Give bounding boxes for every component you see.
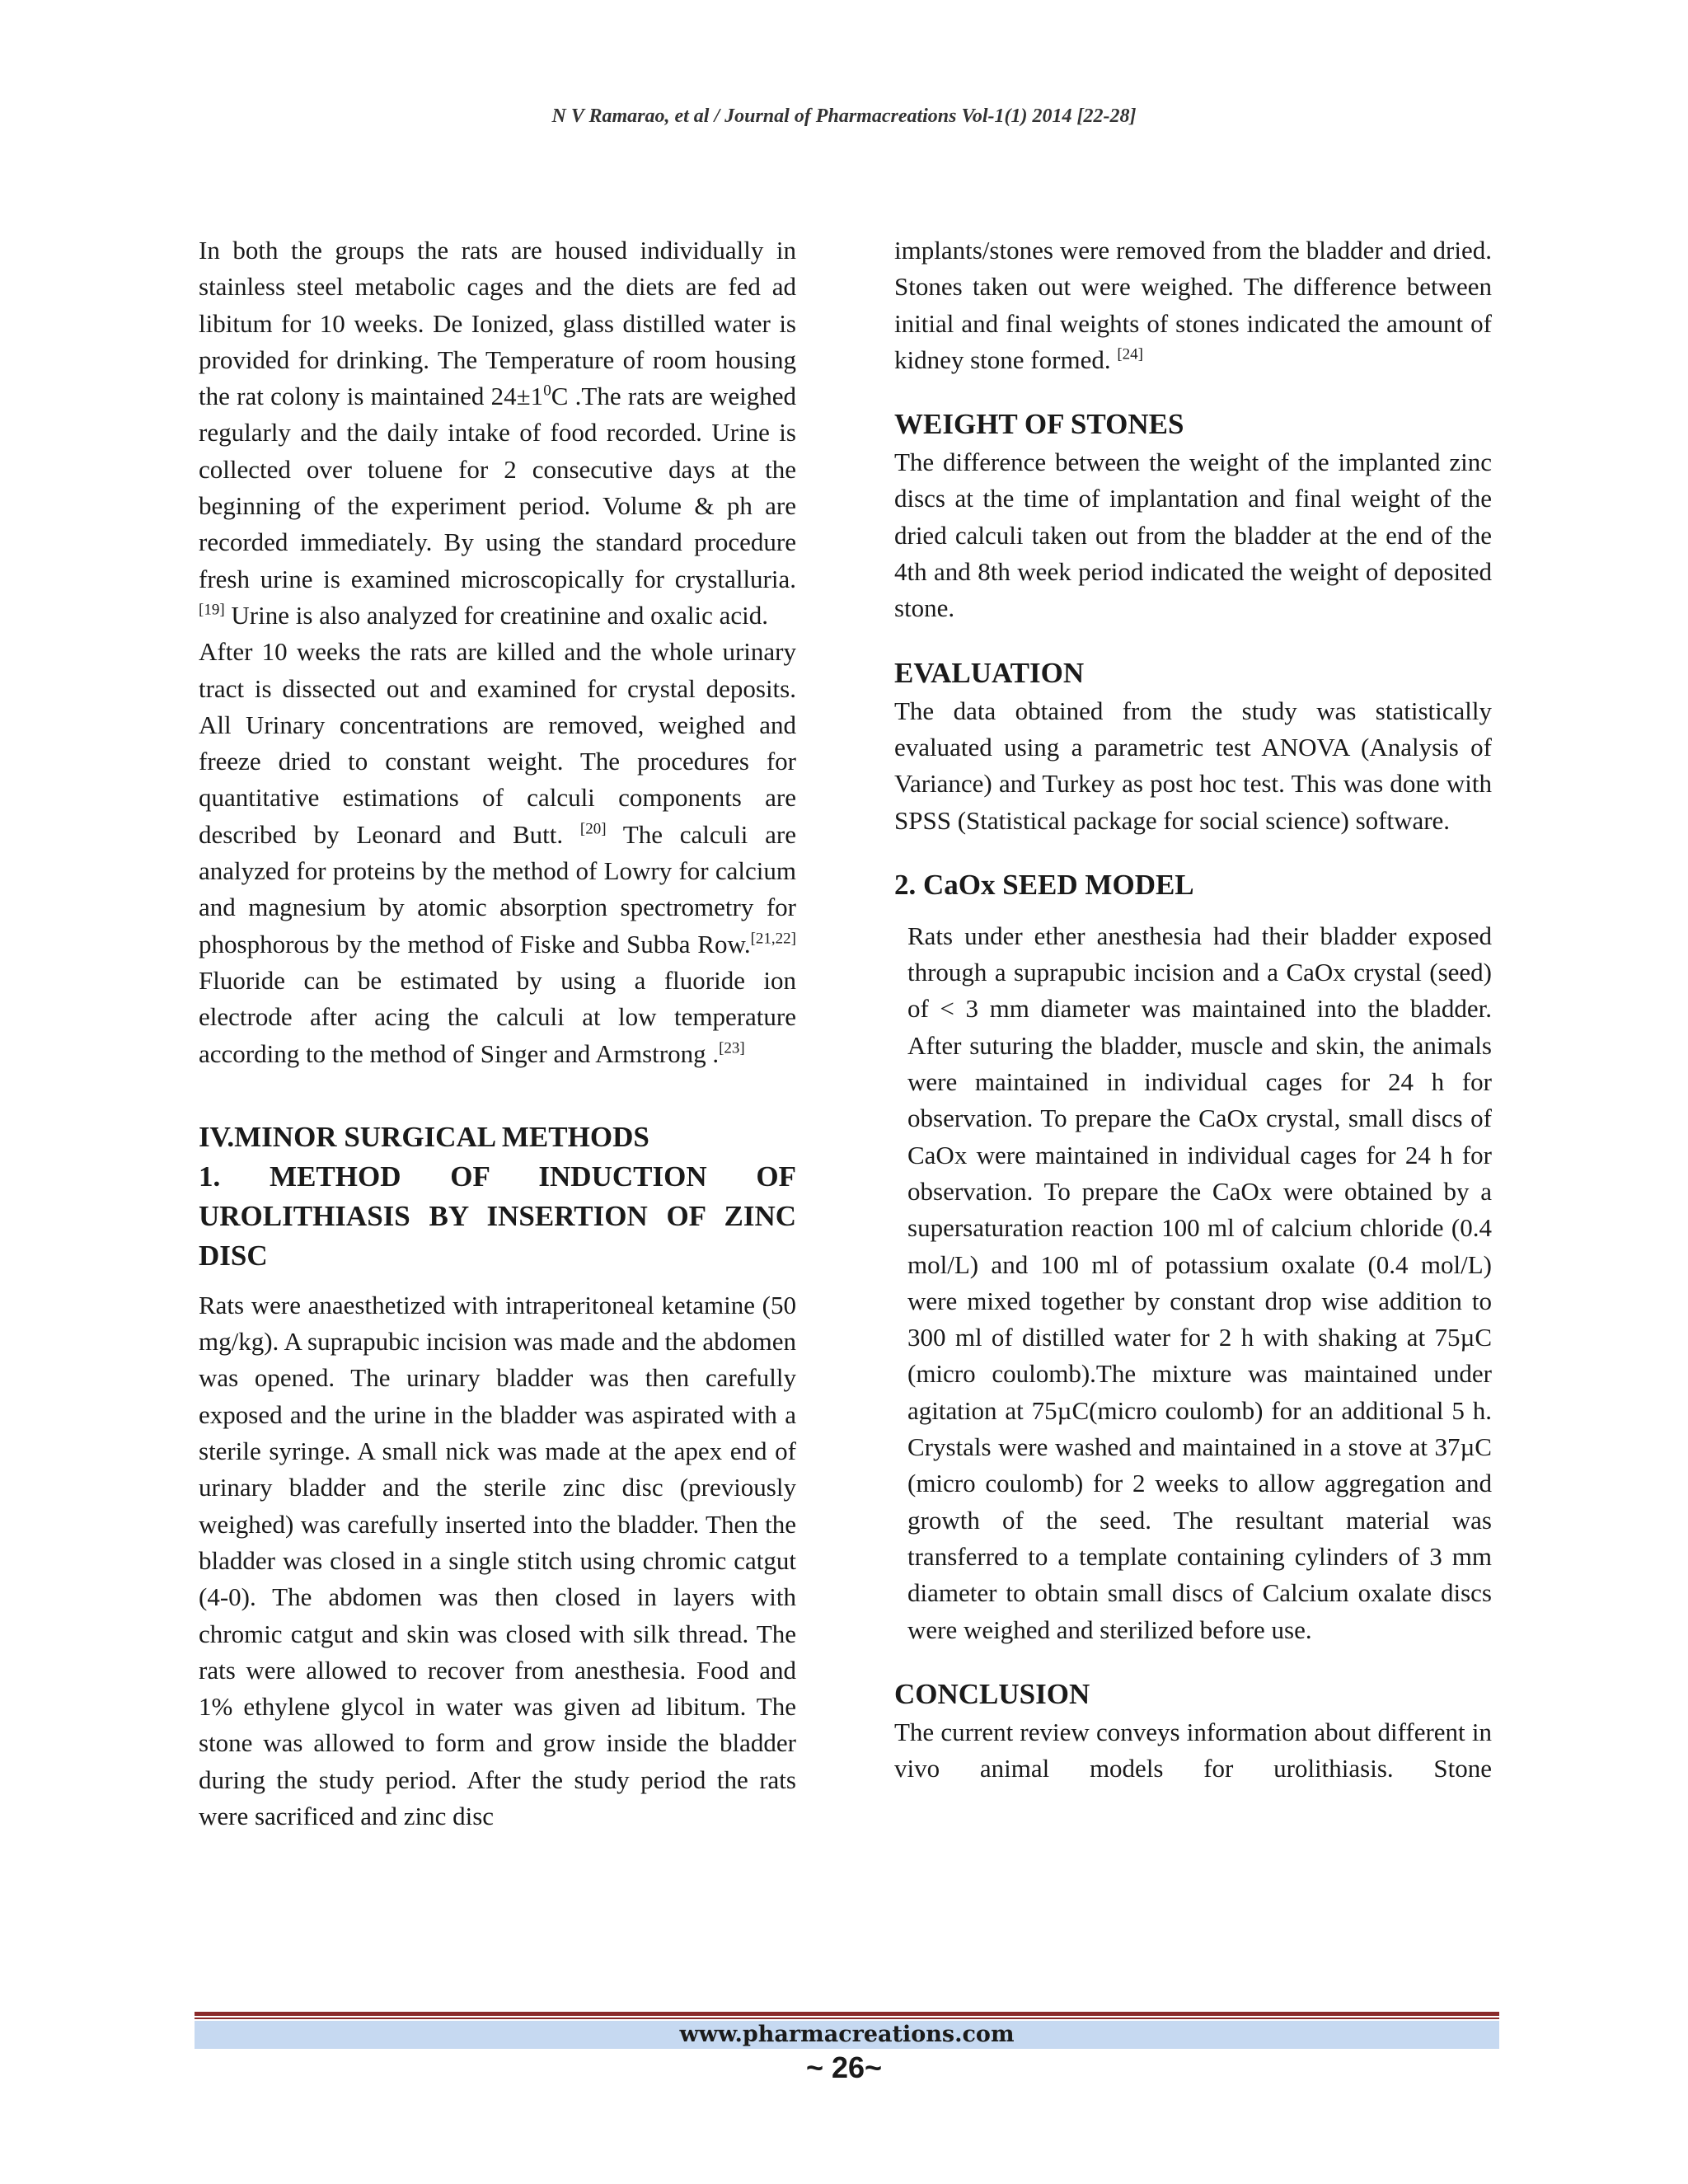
reference-19: [19] xyxy=(199,601,225,619)
reference-21-22: [21,22] xyxy=(750,930,796,948)
paragraph-caox-seed-model: Rats under ether anesthesia had their bladder exposed through a suprapubic incision and a CaOx crystal (seed) of < 3 mm diameter was maintained into the bladder. After suturing the bladder, muscle and skin, the animals were maintained in individual cages for 24 h for observation. To prepare the CaOx crystal, small discs of CaOx were maintained in individual cages for 24 h for observation. To prepare the CaOx were obtained by a supersaturation reaction 100 ml of calcium chloride (0.4 mol/L) and 100 ml of potassium oxalate (0.4 mol/L) were mixed together by constant drop wise addition to 300 ml of distilled water for 2 h with shaking at 75µC (micro coulomb).The mixture was maintained under agitation at 75µC(micro coulomb) for an additional 5 h. Crystals were washed and maintained in a stove at 37µC (micro coulomb) for 2 weeks to allow aggregation and growth of the seed. The resultant material was transferred to a template containing cylinders of 3 mm diameter to obtain small discs of Calcium oxalate discs were weighed and sterilized before use. xyxy=(907,921,1492,1644)
footer-rule-thin xyxy=(195,2018,1499,2019)
reference-23: [23] xyxy=(719,1039,745,1057)
paragraph-implants: implants/stones were removed from the bladder and dried. Stones taken out were weighed. The difference between initial and final weights of stones indicated the amount of kidney stone formed. [24] xyxy=(894,236,1492,374)
page-number: ~ 26~ xyxy=(805,2050,883,2084)
heading-evaluation: EVALUATION xyxy=(894,656,1085,689)
footer-url[interactable]: www.pharmacreations.com xyxy=(195,2021,1499,2049)
paragraph-conclusion: The current review conveys information about different in vivo animal models for urolithiasis. Stone xyxy=(894,1717,1492,1783)
paragraph-evaluation: The data obtained from the study was statistically evaluated using a parametric test ANOVA (Analysis of Variance) and Turkey as post hoc test. This was done with SPSS (Statistical package for social science) software. xyxy=(894,696,1492,835)
degree-superscript: 0 xyxy=(543,382,551,400)
reference-20: [20] xyxy=(579,820,607,838)
paragraph-housing: In both the groups the rats are housed individually in stainless steel metabolic cages and the diets are fed ad libitum for 10 weeks. De Ionized, glass distilled water is provided for drinking. The Temperature of room housing the rat colony is maintained $24\pm 1^0C$ .The rats are weighed regularly and the daily intake of food recorded. Urine is collected over toluene for 2 consecutive days at the beginning of the experiment period. Volume & ph are recorded immediately. By using the standard procedure fresh urine is examined microscopically for crystalluria. [19] Urine is also analyzed for creatinine and oxalic acid. xyxy=(199,236,796,630)
heading-caox-seed-model: 2. CaOx SEED MODEL xyxy=(894,868,1194,901)
running-head: N V Ramarao, et al / Journal of Pharmacreations Vol-1(1) 2014 [22-28] xyxy=(551,105,1137,127)
right-column xyxy=(894,232,1492,1787)
heading-zinc-disc-method: 1. METHOD OF INDUCTION OF UROLITHIASIS BY INSERTION OF ZINC DISC xyxy=(199,1160,796,1272)
reference-24: [24] xyxy=(1117,345,1143,363)
paragraph-after-10-weeks: After 10 weeks the rats are killed and the whole urinary tract is dissected out and examined for crystal deposits. All Urinary concentrations are removed, weighed and freeze dried to constant weight. The procedures for quantitative estimations of calculi components are described by Leonard and Butt. [20] The calculi are analyzed for proteins by the method of Lowry for calcium and magnesium by atomic absorption spectrometry for phosphorous by the method of Fiske and Subba Row.[21,22] Fluoride can be estimated by using a fluoride ion electrode after acing the calculi at low temperature according to the method of Singer and Armstrong .[23] xyxy=(199,637,797,1068)
paragraph-zinc-disc: Rats were anaesthetized with intraperitoneal ketamine (50 mg/kg). A suprapubic incision was made and the abdomen was opened. The urinary bladder was then carefully exposed and the urine in the bladder was aspirated with a sterile syringe. A small nick was made at the apex end of urinary bladder and the sterile zinc disc (previously weighed) was carefully inserted into the bladder. Then the bladder was closed in a single stitch using chromic catgut (4-0). The abdomen was then closed in layers with chromic catgut and skin was closed with silk thread. The rats were allowed to recover from anesthesia. Food and 1% ethylene glycol in water was given ad libitum. The stone was allowed to form and grow inside the bladder during the study period. After the study period the rats were sacrificed and zinc disc xyxy=(199,1290,796,1830)
footer-rule xyxy=(195,2012,1499,2016)
heading-minor-surgical-methods: IV.MINOR SURGICAL METHODS xyxy=(199,1120,649,1153)
heading-weight-of-stones: WEIGHT OF STONES xyxy=(894,408,1184,441)
heading-conclusion: CONCLUSION xyxy=(894,1677,1090,1710)
left-column xyxy=(199,232,796,1835)
paragraph-weight-of-stones: The difference between the weight of the implanted zinc discs at the time of implantation and final weight of the dried calculi taken out from the bladder at the end of the 4th and 8th week period indicated the weight of deposited stone. xyxy=(894,448,1492,623)
